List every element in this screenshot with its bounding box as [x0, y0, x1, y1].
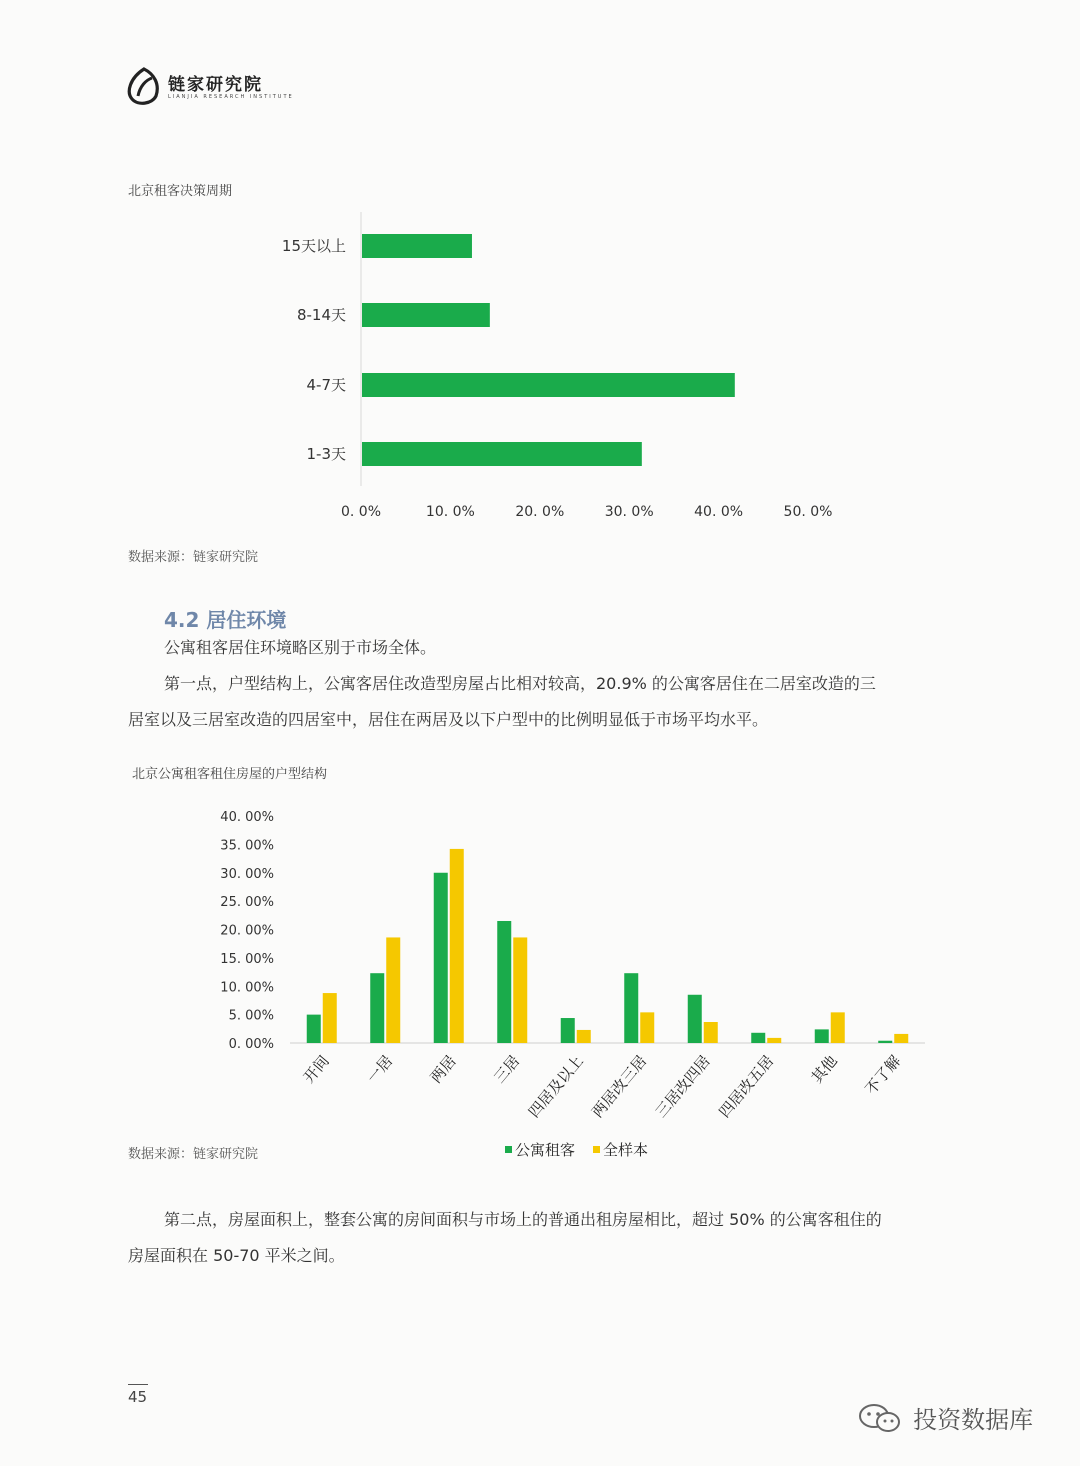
- chart2-tick-label: 5. 00%: [228, 1008, 274, 1024]
- chart1-tick-label: 10. 0%: [425, 504, 475, 520]
- chart2-bar-all-sample: [386, 937, 400, 1043]
- chart2-bar-apartment: [878, 1041, 892, 1043]
- chart2-category-label: 不了解: [861, 1052, 905, 1099]
- chart2-tick-label: 40. 00%: [220, 810, 274, 825]
- chart2-category-label: 一居: [363, 1052, 397, 1087]
- chart2-bar-apartment: [561, 1018, 575, 1043]
- chart2-bar-apartment: [434, 873, 448, 1043]
- chart2-tick-label: 25. 00%: [220, 895, 274, 911]
- logo-subtitle: LIANJIA RESEARCH INSTITUTE: [168, 94, 294, 100]
- logo-name: 链家研究院: [168, 75, 263, 95]
- decision-cycle-chart: [260, 206, 860, 526]
- chart2-bar-apartment: [751, 1033, 765, 1043]
- watermark-text: 投资数据库: [913, 1406, 1034, 1434]
- chart2-bar-all-sample: [704, 1022, 718, 1043]
- chart2-category-label: 其他: [807, 1052, 841, 1087]
- page-number-rule: [128, 1384, 148, 1385]
- chart1-tick-label: 30. 0%: [604, 504, 654, 520]
- chart1-category-label: 1-3天: [306, 445, 346, 463]
- paragraph-2-line-1: 第一点，户型结构上，公寓客居住改造型房屋占比相对较高，20.9% 的公寓客居住在二居室改造的三: [164, 674, 876, 693]
- chart2-bar-apartment: [497, 921, 511, 1043]
- chart2-bar-all-sample: [767, 1038, 781, 1043]
- chart1-bar: [362, 442, 642, 466]
- chart2-category-label: 三居改四居: [651, 1052, 714, 1122]
- chart2-caption: 北京公寓租客租住房屋的户型结构: [132, 767, 328, 782]
- chart1-bar: [362, 303, 490, 327]
- chart2-tick-label: 35. 00%: [220, 838, 274, 854]
- brand-logo: [126, 66, 294, 110]
- chart2-category-label: 三居: [490, 1052, 524, 1087]
- chart2-bar-all-sample: [894, 1034, 908, 1043]
- lianjia-logo-icon: [126, 66, 162, 106]
- chart2-category-label: 四居及以上: [524, 1052, 587, 1122]
- chart2-bar-apartment: [370, 973, 384, 1043]
- paragraph-3-line-1: 第二点，房屋面积上，整套公寓的房间面积与市场上的普通出租房屋相比，超过 50% 的公寓客租住的: [164, 1210, 882, 1229]
- page-number: 45: [128, 1388, 148, 1406]
- chart1-category-label: 4-7天: [306, 376, 346, 394]
- chart2-tick-label: 0. 00%: [228, 1037, 274, 1052]
- chart2-category-label: 两居: [426, 1052, 460, 1087]
- chart1-tick-label: 50. 0%: [783, 504, 833, 520]
- watermark: [858, 1400, 1033, 1440]
- chart2-bar-apartment: [624, 973, 638, 1043]
- chart2-bar-apartment: [815, 1029, 829, 1043]
- chart2-category-label: 两居改三居: [588, 1052, 651, 1122]
- section-title: 4.2 居住环境: [164, 608, 287, 632]
- chart1-source: 数据来源：链家研究院: [128, 550, 259, 565]
- unit-structure-chart: [200, 798, 940, 1168]
- chart2-tick-label: 20. 00%: [220, 923, 274, 939]
- paragraph-2-line-2: 居室以及三居室改造的四居室中，居住在两居及以下户型中的比例明显低于市场平均水平。: [128, 710, 769, 729]
- paragraph-3-line-2: 房屋面积在 50-70 平米之间。: [128, 1246, 345, 1265]
- chart1-tick-label: 0. 0%: [340, 504, 382, 520]
- chart2-legend-label: 公寓租客: [515, 1141, 576, 1159]
- chart1-caption: 北京租客决策周期: [128, 184, 233, 199]
- chart2-bar-all-sample: [450, 849, 464, 1043]
- chart2-category-label: 四居改五居: [715, 1052, 778, 1122]
- chart2-bar-apartment: [307, 1015, 321, 1043]
- paragraph-1: 公寓租客居住环境略区别于市场全体。: [164, 638, 437, 657]
- chart1-tick-label: 40. 0%: [694, 504, 744, 520]
- wechat-icon: [858, 1402, 902, 1434]
- chart1-category-label: 8-14天: [296, 306, 346, 324]
- chart2-bar-all-sample: [513, 937, 527, 1043]
- chart1-tick-label: 20. 0%: [515, 504, 565, 520]
- chart2-legend-label: 全样本: [603, 1141, 649, 1159]
- chart2-bar-all-sample: [831, 1012, 845, 1043]
- chart2-bar-all-sample: [323, 993, 337, 1043]
- chart2-bar-all-sample: [577, 1030, 591, 1043]
- chart2-tick-label: 15. 00%: [220, 951, 274, 967]
- chart2-bar-all-sample: [640, 1012, 654, 1043]
- chart2-legend-swatch: [505, 1146, 512, 1153]
- chart2-tick-label: 30. 00%: [220, 866, 274, 882]
- chart1-bar: [362, 234, 472, 258]
- chart2-source: 数据来源：链家研究院: [128, 1147, 259, 1162]
- chart1-category-label: 15天以上: [281, 237, 346, 255]
- chart2-tick-label: 10. 00%: [220, 980, 274, 996]
- chart2-bar-apartment: [688, 995, 702, 1043]
- chart2-legend-swatch: [593, 1146, 600, 1153]
- chart2-category-label: 开间: [299, 1052, 333, 1087]
- chart1-bar: [362, 373, 735, 397]
